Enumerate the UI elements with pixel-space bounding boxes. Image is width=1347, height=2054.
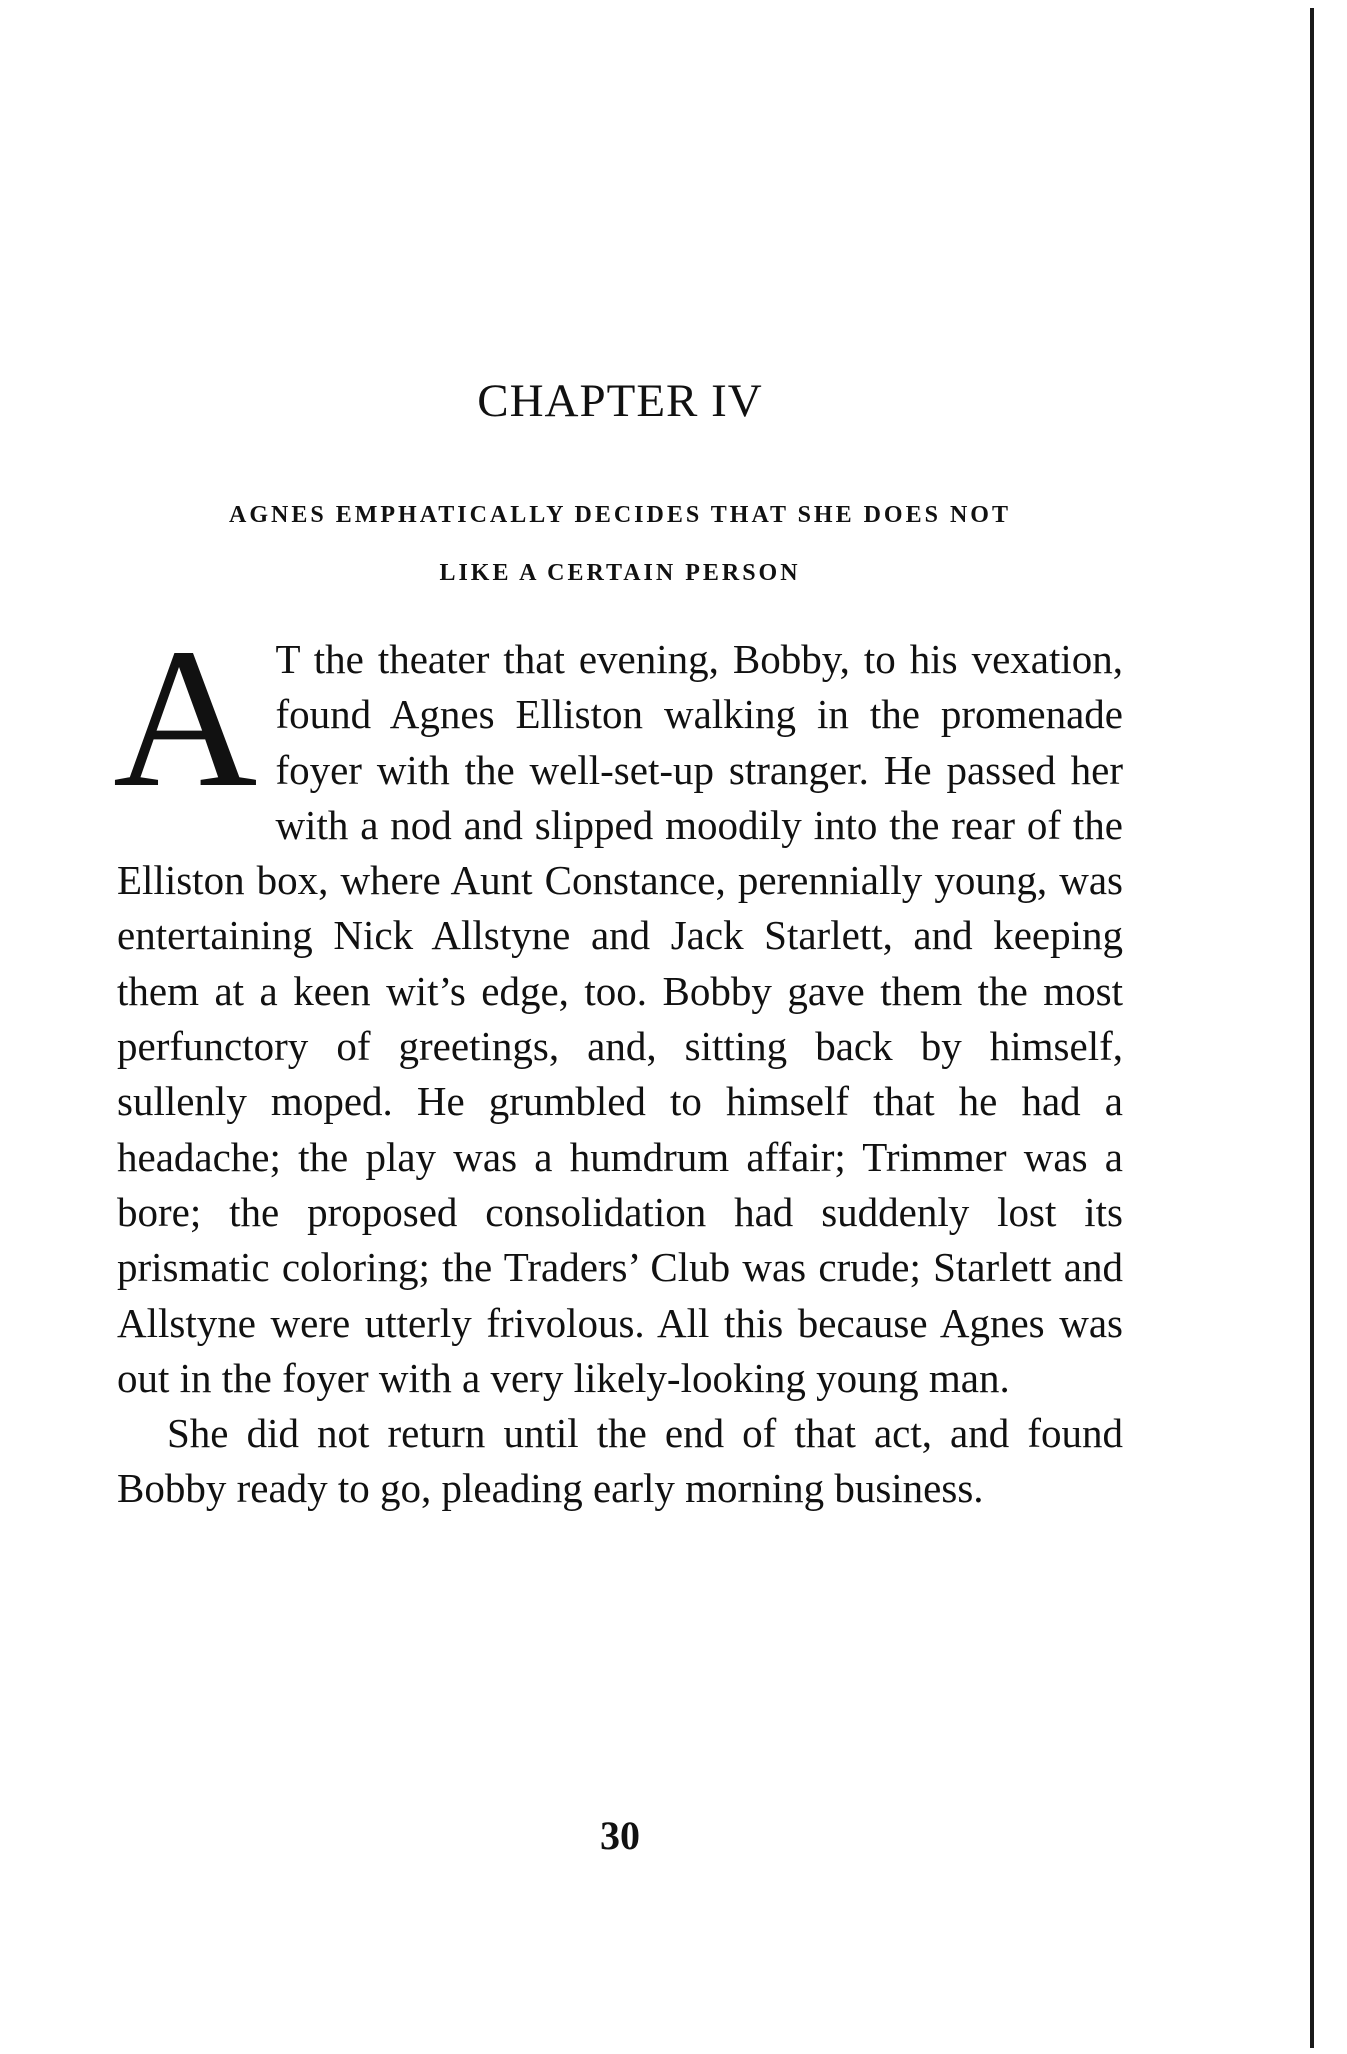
paragraph-1-text: T the theater that evening, Bobby, to his vexation, found Agnes Elliston walking in the promenade foyer with the well-set-up stranger. He passed her with a nod and slipped moodily into the rear of the Elliston box, where Aunt Constance, perennially young, was entertaining Nick Allstyne and Jack Starlett, and keeping them at a keen wit’s edge, too. Bobby gave them the most perfunctory of greetings, and, sitting back by himself, sullenly moped. He grumbled to himself that he had a headache; the play was a humdrum affair; Trimmer was a bore; the proposed consolidation had suddenly lost its prismatic coloring; the Traders’ Club was crude; Starlett and Allstyne were utterly frivolous. All this because Agnes was out in the foyer with a very likely-looking young man.: [117, 636, 1123, 1401]
page-number: 30: [600, 1813, 640, 1858]
chapter-subtitle-line-2: LIKE A CERTAIN PERSON: [439, 560, 801, 586]
chapter-subtitle-line-1: AGNES EMPHATICALLY DECIDES THAT SHE DOES NOT: [229, 502, 1011, 528]
paragraph-1: [113, 608, 1123, 1406]
drop-cap: A: [113, 608, 258, 829]
chapter-subtitle: [115, 486, 1125, 602]
body-text: [113, 608, 1123, 1517]
chapter-title: CHAPTER IV: [477, 375, 763, 427]
paragraph-2: She did not return until the end of that act, and found Bobby ready to go, pleading early morning business.: [117, 1410, 1123, 1512]
page-edge-rule: [1310, 8, 1314, 2048]
